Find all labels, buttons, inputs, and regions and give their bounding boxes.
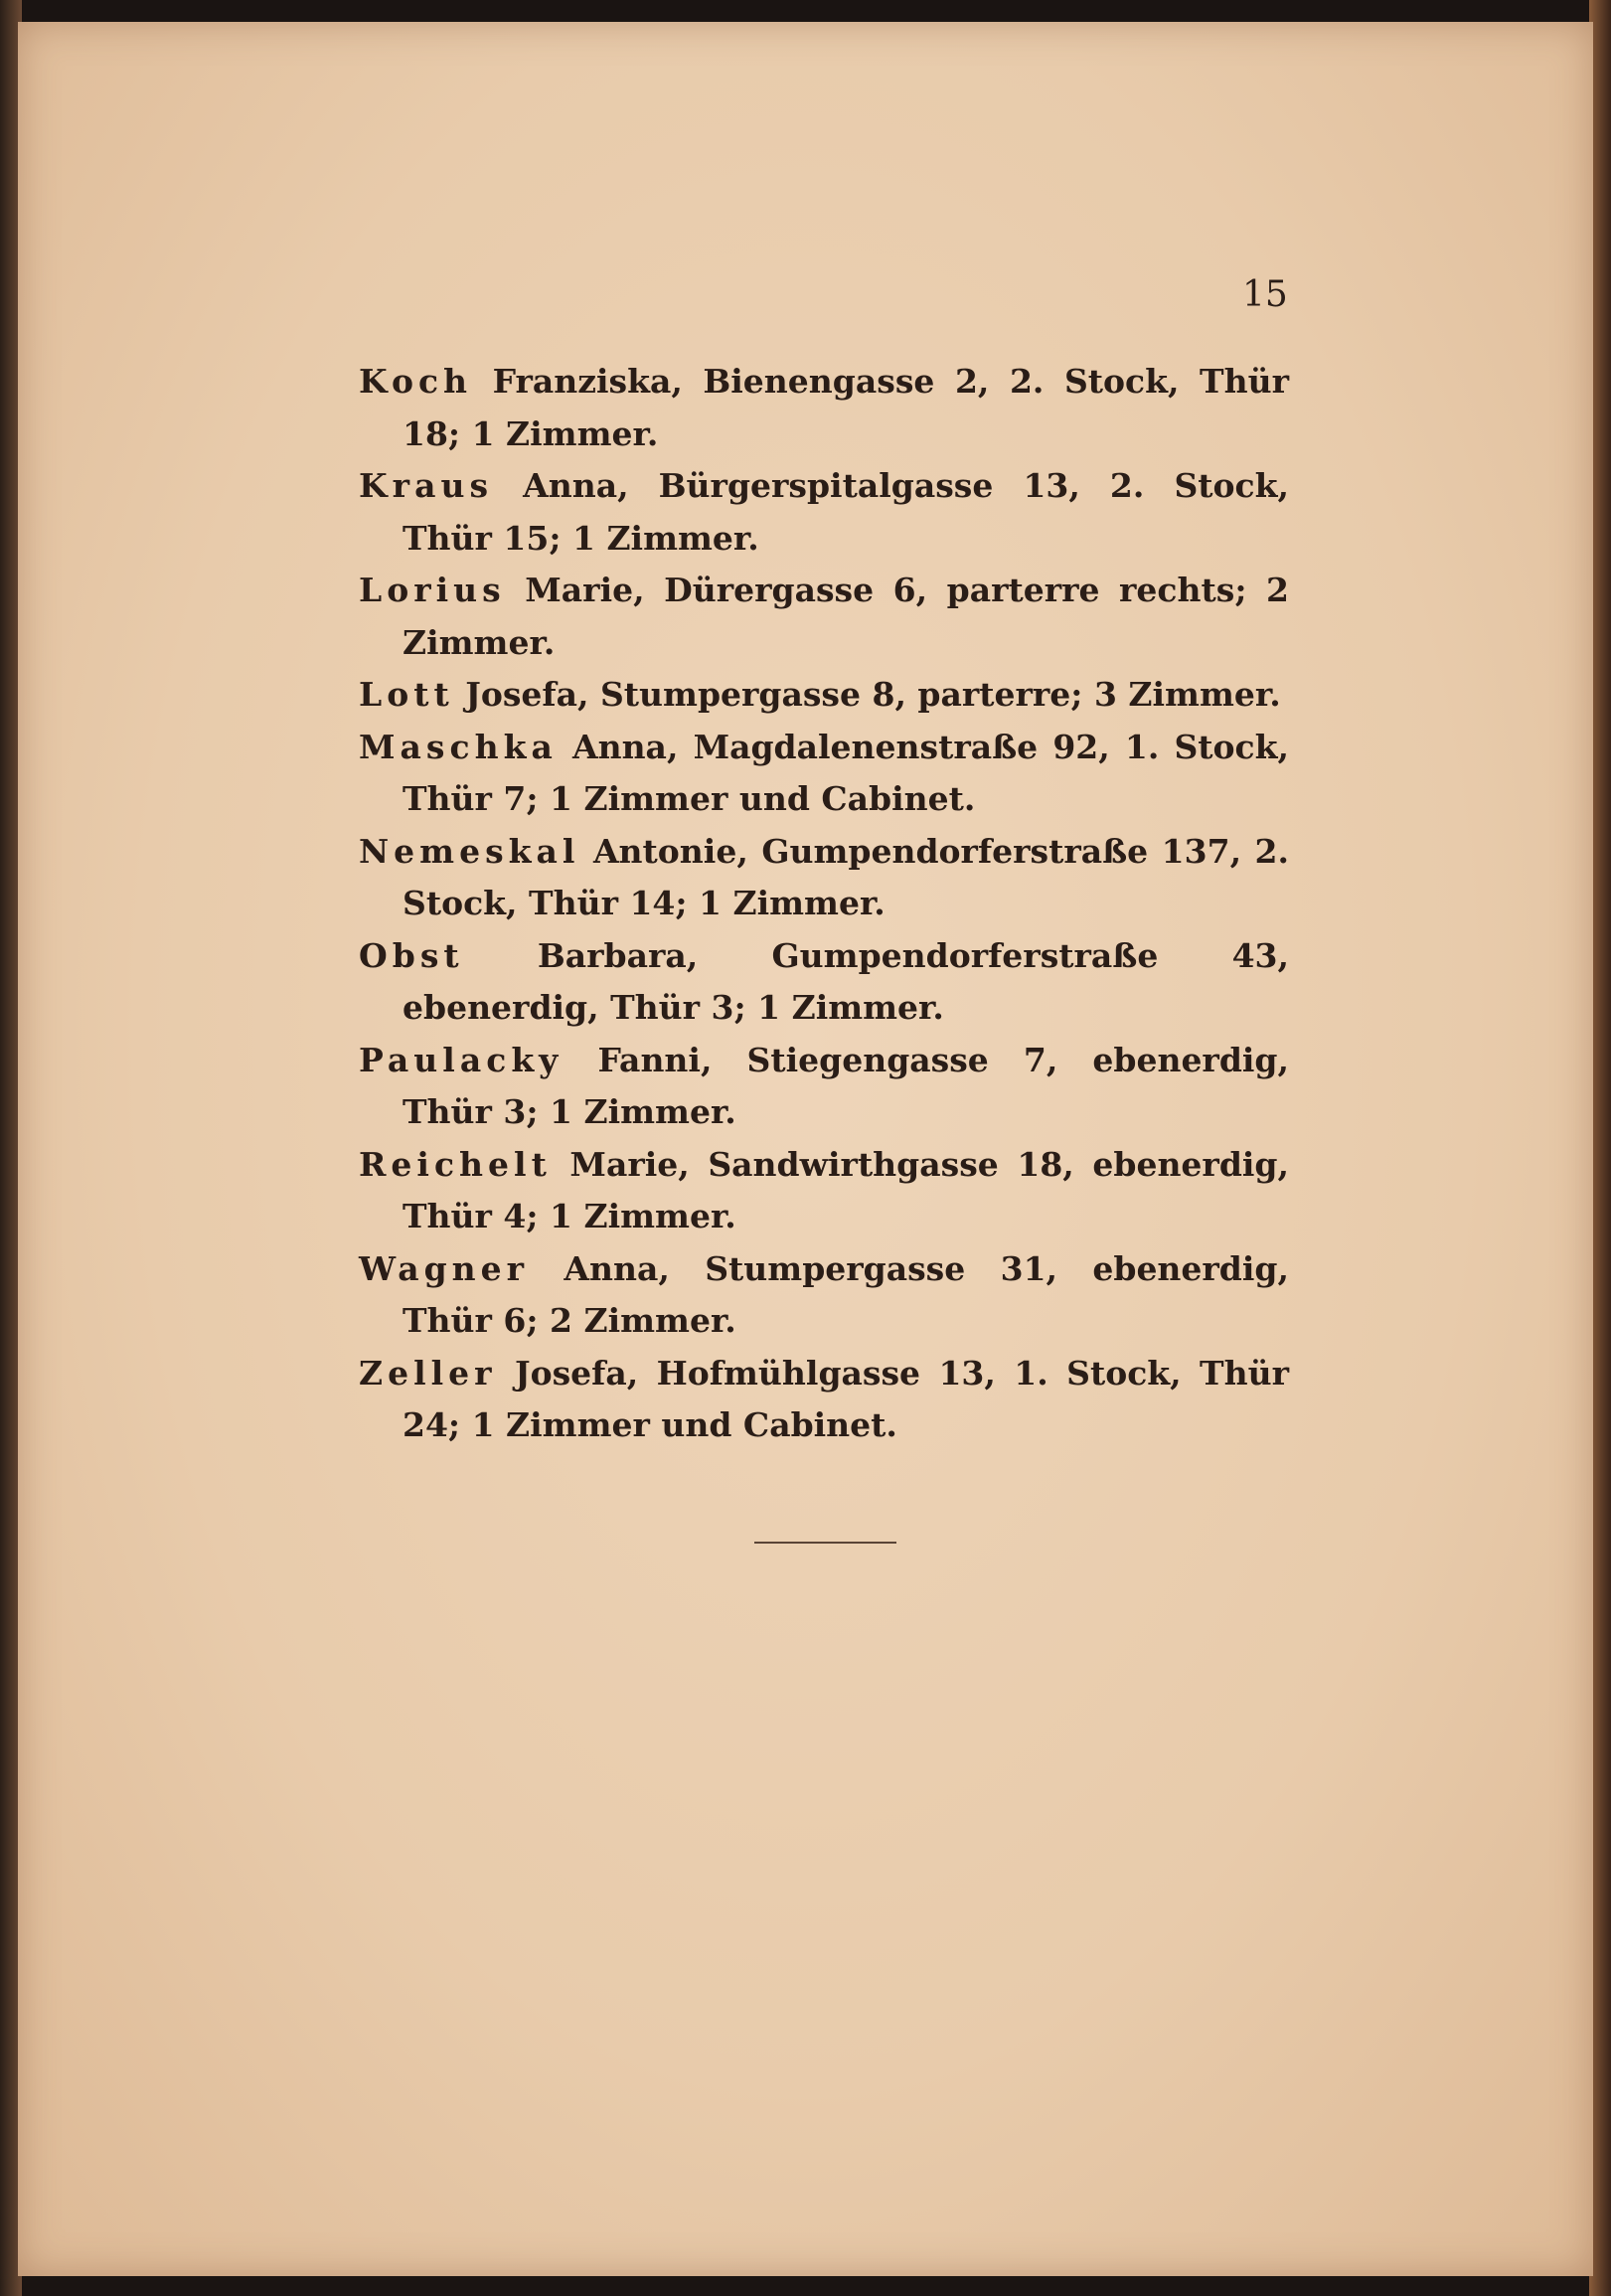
entry-details: Marie, Dürergasse 6, parterre rechts; 2 Zimmer. <box>403 571 1289 662</box>
entry-surname: Wagner <box>359 1248 530 1288</box>
entry-details: Fanni, Stiegengasse 7, ebenerdig, Thür 3; 1 Zimmer. <box>403 1040 1289 1131</box>
entry-surname: Paulacky <box>359 1040 564 1079</box>
entry-details: Franziska, Bienengasse 2, 2. Stock, Thür 18; 1 Zimmer. <box>403 362 1289 453</box>
entry-surname: Kraus <box>359 466 494 505</box>
entry-surname: Obst <box>359 935 464 975</box>
list-item <box>359 826 1289 930</box>
entry-details: Antonie, Gumpendorferstraße 137, 2. Stock, Thür 14; 1 Zimmer. <box>403 831 1290 922</box>
entry-details: Barbara, Gumpendorferstraße 43, ebenerdig, Thür 3; 1 Zimmer. <box>403 935 1289 1027</box>
section-divider <box>754 1542 896 1544</box>
list-item <box>359 1035 1289 1139</box>
list-item <box>359 565 1289 669</box>
address-list <box>359 356 1289 1452</box>
list-item <box>359 669 1289 722</box>
list-item <box>359 356 1289 460</box>
entry-details: Marie, Sandwirthgasse 18, ebenerdig, Thür 4; 1 Zimmer. <box>403 1144 1289 1235</box>
list-item <box>359 722 1289 826</box>
list-item <box>359 930 1289 1035</box>
list-item <box>359 1243 1289 1348</box>
entry-surname: Nemeskal <box>359 831 580 871</box>
entry-details: Josefa, Stumpergasse 8, parterre; 3 Zimmer. <box>465 675 1281 714</box>
entry-details: Anna, Bürgerspitalgasse 13, 2. Stock, Thür 15; 1 Zimmer. <box>403 466 1289 558</box>
page-number: 15 <box>1242 274 1288 315</box>
entry-details: Josefa, Hofmühlgasse 13, 1. Stock, Thür 24; 1 Zimmer und Cabinet. <box>403 1353 1289 1444</box>
entry-details: Anna, Magdalenenstraße 92, 1. Stock, Thür 7; 1 Zimmer und Cabinet. <box>403 727 1289 818</box>
list-item <box>359 1348 1289 1452</box>
entry-surname: Maschka <box>359 727 558 766</box>
entry-surname: Zeller <box>359 1353 497 1393</box>
list-item <box>359 460 1289 565</box>
entry-surname: Lorius <box>359 571 506 609</box>
entry-surname: Reichelt <box>359 1144 552 1184</box>
list-item <box>359 1139 1289 1243</box>
entry-surname: Koch <box>359 362 473 401</box>
entry-details: Anna, Stumpergasse 31, ebenerdig, Thür 6; 2 Zimmer. <box>403 1248 1289 1340</box>
entry-surname: Lott <box>359 675 454 714</box>
